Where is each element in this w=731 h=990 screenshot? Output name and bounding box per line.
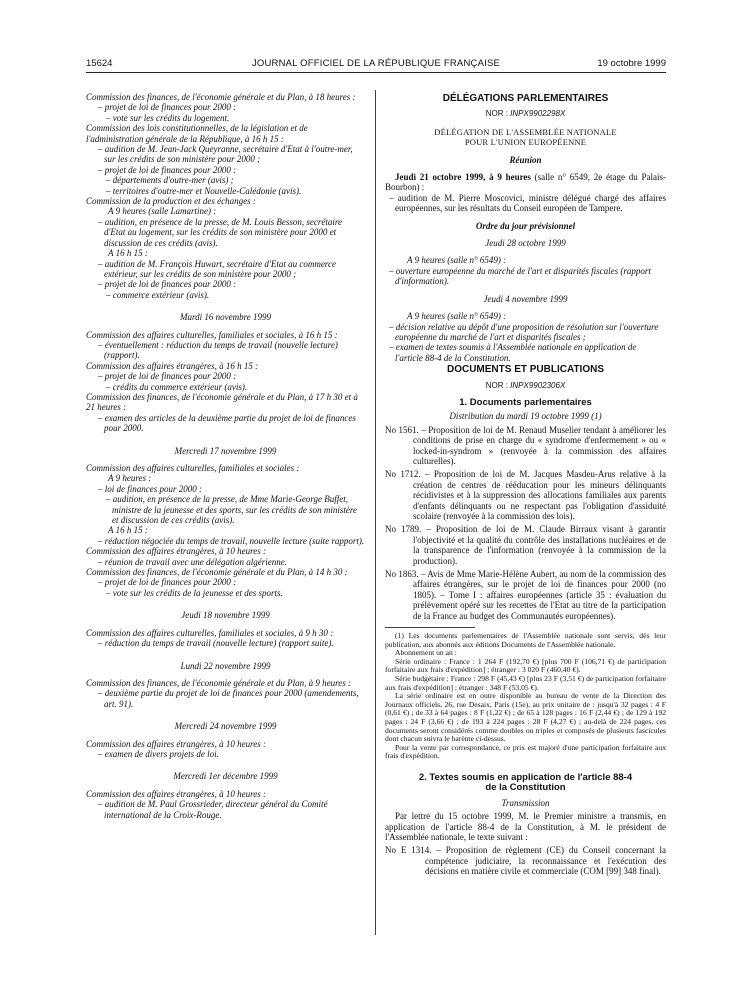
left-line: Commission des affaires culturelles, familiales et sociales, à 9 h 30 : [86,627,334,638]
left-line: – projet de loi de finances pour 2000 : [98,577,237,588]
left-line: – crédits du commerce extérieur (avis). [106,381,248,392]
document-e1314: No E 1314. – Proposition de règlement (CE) du Conseil concernant la compétence judiciaire, la reconnaissance et l'exécution des décisions en matière civile et commerciale (COM [99] 348 final). [385,845,666,877]
left-line: – réunion de travail avec une délégation algérienne. [98,556,287,567]
left-line: Commission des lois constitutionnelles, de la législation et de l'administration générale de la République, à 16 h 15 : [86,123,308,144]
left-line: Commission des finances, de l'économie générale et du Plan, à 18 heures : [86,92,356,102]
agenda-date-1: Jeudi 28 octobre 1999 [485,238,566,249]
document-entry: No 1712. – Proposition de loi de M. Jacques Masdeu-Arus relative à la création de centres de rééducation pour les mineurs délinquants récidivistes et à la suppression des allocations familiales aux parents d'enfants délinquants ou ne respectant pas l'obligation d'assiduité scolaire (renvoyée à la commission des lois). [385,469,666,521]
agenda-time-2: A 9 heures (salle n° 6549) : [407,311,507,322]
left-line: – réduction négociée du temps de travail, nouvelle lecture (suite rapport). [98,535,365,546]
left-line: A 16 h 15 : [108,248,148,259]
delegation-name-line2: POUR L'UNION EUROPÉENNE [464,137,587,148]
subsection-textes-line2: de la Constitution [485,782,566,794]
left-line: A 9 heures (salle Lamartine) : [108,206,217,217]
meeting-location: (salle n° 6549, 2e étage du Palais-Bourbon) : [385,172,666,193]
right-column [385,92,666,877]
reunion-heading: Réunion [509,154,542,165]
nor-reference-2 [385,381,666,391]
left-line: Commission des affaires étrangères, à 10 heures : [86,738,266,749]
journal-title: JOURNAL OFFICIEL DE LA RÉPUBLIQUE FRANÇAISE [251,58,501,69]
agenda-item-1: – ouverture européenne du marché de l'art et disparités fiscales (rapport d'information). [389,265,651,287]
footnote-paragraph: Série ordinaire : France : 1 264 F (192,70 €) [plus 700 F (106,71 €) de participation forfaitaire aux frais d'expédition] ; étranger : 3 020 F (460,40 €). [385,656,666,675]
subsection-documents-parlementaires: 1. Documents parlementaires [459,396,592,408]
left-line: – vote sur les crédits du logement. [106,112,230,123]
agenda-time-1: A 9 heures (salle n° 6549) : [407,255,507,266]
agenda-item-2b: – examen de textes soumis à l'Assemblée nationale en application de l'article 88-4 de la Constitution. [389,342,637,363]
section-title-documents: DOCUMENTS ET PUBLICATIONS [446,364,605,376]
nor-label: NOR : [485,109,511,119]
left-line: – départements d'outre-mer (avis) ; [106,175,234,186]
left-line: Jeudi 18 novembre 1999 [181,610,270,621]
footnote-paragraph: La série ordinaire est en outre disponible au bureau de vente de la Direction des Journaux officiels, 26, rue Desaix, Paris (15e), au prix unitaire de : jusqu'à 32 pages : 4 F (0,61 €) ; de 33 à 64 pages : 8 F (1,22 €) ; de 65 à 128 pages : 16 F (2,44 €) ; de 129 à 192 pages : 24 F (3,66 €) ; de 193 à 224 pages : 28 F (4,27 €) ; au-delà de 224 pages, ces documents seront considérés comme doubles ou triples et composés de plusieurs fascicules dont chacun suivra le barème ci-dessus. [385,691,666,744]
nor-code: INPX9902298X [510,109,566,119]
document-entry: No 1863. – Avis de Mme Marie-Hélène Aubert, au nom de la commission des affaires étrangères, sur le projet de loi de finances pour 2000 (no 1805). – Tome I : affaires européennes (article 35 : évaluation du prélèvement opéré sur les recettes de l'Etat au titre de la participation de la France au budget des Communautés européennes). [385,569,666,621]
ordre-du-jour-heading: Ordre du jour prévisionnel [475,220,576,231]
left-line: Commission des affaires étrangères, à 16 h 15 : [86,360,259,371]
nor-label-2: NOR : [485,380,511,390]
delegation-name-line1: DÉLÉGATION DE L'ASSEMBLÉE NATIONALE [434,126,617,137]
left-line: Commission des affaires culturelles, familiales et sociales, à 16 h 15 : [86,329,338,340]
left-line: Mercredi 17 novembre 1999 [174,445,277,456]
left-line: – projet de loi de finances pour 2000 : [98,371,237,382]
nor-reference [385,109,666,119]
agenda-date-2: Jeudi 4 novembre 1999 [483,293,568,304]
left-line: – audition de M. Paul Grossrieder, directeur général du Comité international de la Croix-Rouge. [98,799,328,820]
left-line: – projet de loi de finances pour 2000 : [98,279,237,290]
nor-code-2: INPX9902306X [510,380,566,390]
left-line: – audition de M. François Huwart, secrétaire d'Etat au commerce extérieur, sur les crédits de son ministère pour 2000 ; [98,258,336,279]
left-line: Mardi 16 novembre 1999 [179,312,272,323]
left-line: – vote sur les crédits de la jeunesse et des sports. [106,587,283,598]
document-entry: No 1561. – Proposition de loi de M. Renaud Muselier tendant à améliorer les conditions de prise en charge du « syndrome d'enfermement » ou « locked-in-syndrom » (renvoyée à la commission des affaires culturelles). [385,424,666,466]
left-line: – projet de loi de finances pour 2000 : [98,102,237,113]
distribution-line: Distribution du mardi 19 octobre 1999 (1) [449,411,602,422]
audition-item: – audition de M. Pierre Moscovici, ministre délégué chargé des affaires européennes, sur les résultats du Conseil européen de Tampere. [389,192,666,214]
transmission-text: Par lettre du 15 octobre 1999, M. le Premier ministre a transmis, en application de l'article 88-4 de la Constitution, à M. le président de l'Assemblée nationale, le texte suivant : [385,811,666,842]
left-line: – audition, en présence de la presse, de M. Louis Besson, secrétaire d'Etat au logement, sur les crédits de son ministère pour 2000 et discussion de ces crédits (avis). [98,216,343,248]
left-line: Commission des affaires étrangères, à 10 heures : [86,788,266,799]
left-column [86,92,365,820]
left-line: – audition de M. Jean-Jack Queyranne, secrétaire d'Etat à l'outre-mer, sur les crédits de son ministère pour 2000 ; [98,144,353,165]
left-line: – projet de loi de finances pour 2000 : [98,164,237,175]
left-line: – territoires d'outre-mer et Nouvelle-Calédonie (avis). [106,185,302,196]
footnote-rule [385,627,475,628]
left-line: Commission des finances, de l'économie générale et du Plan, à 17 h 30 et à 21 heures : [86,391,358,413]
column-divider [375,90,376,935]
footnote-paragraph: Abonnement un an : [395,648,457,658]
left-line: A 9 heures : [108,473,152,484]
footnote-paragraph: Pour la vente par correspondance, ce prix est majoré d'une participation forfaitaire aux frais d'expédition. [385,742,666,761]
left-line: – deuxième partie du projet de loi de finances pour 2000 (amendements, art. 91). [98,688,359,709]
left-line: – commerce extérieur (avis). [106,289,210,300]
left-line: – examen des articles de la deuxième partie du projet de loi de finances pour 2000. [98,412,356,434]
page-number: 15624 [86,58,113,69]
subsection-textes-line1: 2. Textes soumis en application de l'article 88-4 [418,771,633,783]
document-list [385,425,666,621]
section-title-delegations: DÉLÉGATIONS PARLEMENTAIRES [442,93,609,104]
left-line: Commission des affaires étrangères, à 10 heures : [86,546,266,557]
left-line: – loi de finances pour 2000 : [98,483,202,494]
left-line: Lundi 22 novembre 1999 [180,660,271,671]
footnote-paragraph: (1) Les documents parlementaires de l'Assemblée nationale sont servis, dès leur publication, aux abonnés aux éditions Documents de l'Assemblée nationale. [385,631,666,649]
left-line: Commission de la production et des échanges : [86,196,256,207]
header-rule [86,72,666,73]
left-line: – audition, en présence de la presse, de Mme Marie-George Buffet, ministre de la jeunesse et des sports, sur les crédits de son ministère et discussion de ces crédits (avis). [106,494,358,526]
document-entry: No 1789. – Proposition de loi de M. Claude Birraux visant à garantir l'objectivité et la qualité du contrôle des installations nucléaires et de la transparence de l'information (renvoyée à la commission de la production). [385,524,666,566]
left-line: A 16 h 15 : [108,525,148,536]
meeting-line [385,172,666,193]
left-line: Mercredi 24 novembre 1999 [174,721,277,732]
left-line: Commission des finances, de l'économie générale et du Plan, à 14 h 30 : [86,567,348,578]
footnote-paragraph: Série budgétaire : France : 298 F (45,43 €) [plus 23 F (3,51 €) de participation forfaitaire aux frais d'expédition] ; étranger : 348 F (53,05 €). [385,674,666,692]
left-line: Mercredi 1er décembre 1999 [173,771,278,782]
left-line: Commission des finances, de l'économie générale et du Plan, à 9 heures : [86,677,352,688]
left-line: – examen de divers projets de loi. [98,748,219,759]
transmission-heading: Transmission [501,797,550,808]
footnote [385,632,666,761]
left-line: – éventuellement : réduction du temps de travail (nouvelle lecture) (rapport). [98,339,338,361]
agenda-item-2a: – décision relative au dépôt d'une proposition de résolution sur l'ouverture européenne du marché de l'art et disparités fiscales ; [389,321,659,342]
issue-date: 19 octobre 1999 [597,58,666,69]
left-line: Commission des affaires culturelles, familiales et sociales : [86,463,300,473]
left-line: – réduction du temps de travail (nouvelle lecture) (rapport suite). [98,638,334,649]
meeting-date: Jeudi 21 octobre 1999, à 9 heures [395,172,531,183]
